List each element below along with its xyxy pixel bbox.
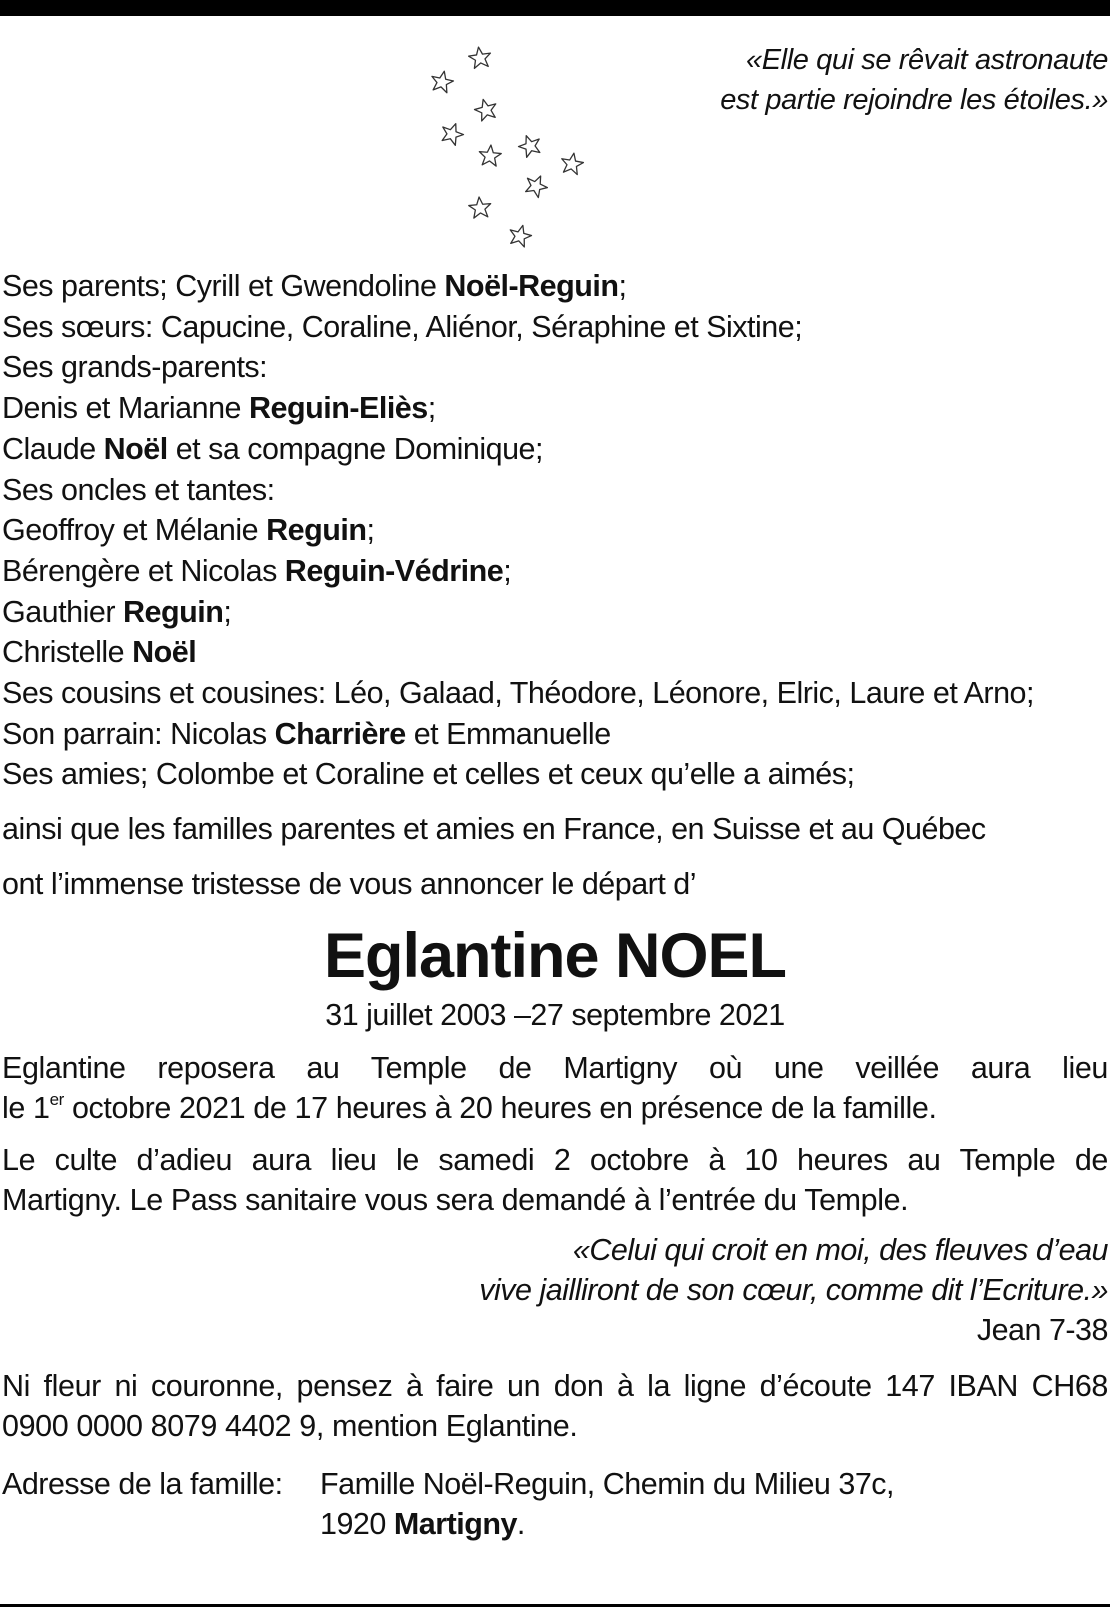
family-uncle-3: Gauthier Reguin; (2, 594, 232, 629)
family-parents: Ses parents; Cyrill et Gwendoline Noël-Reguin; (2, 269, 627, 303)
scripture-line: vive jailliront de son cœur, comme dit l’Ecriture.» (479, 1273, 1108, 1307)
address-label: Adresse de la famille: (2, 1467, 283, 1501)
family-grandparents-2: Claude Noël et sa compagne Dominique; (2, 431, 543, 466)
header-quote-line: «Elle qui se rêvait astronaute (746, 44, 1108, 76)
bottom-border (0, 1604, 1110, 1607)
announcement: ont l’immense tristesse de vous annoncer le départ d’ (2, 866, 697, 901)
family-sisters: Ses sœurs: Capucine, Coraline, Aliénor, Séraphine et Sixtine; (2, 309, 803, 344)
family-address (2, 1464, 1108, 1544)
donation-line: 0900 0000 8079 4402 9, mention Eglantine. (2, 1409, 578, 1443)
header-quote-line: est partie rejoindre les étoiles.» (720, 84, 1108, 116)
deceased-dates: 31 juillet 2003 –27 septembre 2021 (325, 998, 785, 1032)
vigil-line: le 1er octobre 2021 de 17 heures à 20 heures en présence de la famille. (2, 1090, 937, 1125)
family-uncle-2: Bérengère et Nicolas Reguin-Védrine; (2, 553, 512, 588)
ceremony-line: Le culte d’adieu aura lieu le samedi 2 octobre à 10 heures au Temple de (2, 1143, 1108, 1177)
family-uncle-4: Christelle Noël (2, 635, 197, 670)
family-friends: Ses amies; Colombe et Coraline et celles et ceux qu’elle a aimés; (2, 757, 855, 792)
address-row (2, 1464, 1108, 1504)
family-cousins: Ses cousins et cousines: Léo, Galaad, Théodore, Léonore, Elric, Laure et Arno; (2, 676, 1034, 711)
top-border (0, 0, 1110, 16)
scripture-quote (308, 1230, 1108, 1350)
family-list (2, 266, 1108, 905)
vigil-line: Eglantine reposera au Temple de Martigny où une veillée aura lieu (2, 1051, 1108, 1085)
scripture-reference: Jean 7-38 (976, 1313, 1108, 1347)
vigil-paragraph (2, 1048, 1108, 1128)
family-relatives: ainsi que les familles parentes et amies en France, en Suisse et au Québec (2, 812, 986, 847)
family-godfather: Son parrain: Nicolas Charrière et Emmanuelle (2, 716, 611, 751)
header-quote (548, 40, 1108, 120)
family-grandparents-1: Denis et Marianne Reguin-Eliès; (2, 391, 436, 426)
ceremony-line: Martigny. Le Pass sanitaire vous sera demandé à l’entrée du Temple. (2, 1183, 909, 1217)
donation-line: Ni fleur ni couronne, pensez à faire un don à la ligne d’écoute 147 IBAN CH68 (2, 1369, 1108, 1403)
address-line: Famille Noël-Reguin, Chemin du Milieu 37c, (320, 1467, 895, 1501)
deceased-name: Eglantine NOEL (323, 921, 787, 991)
address-row (2, 1504, 1108, 1544)
ceremony-paragraph (2, 1140, 1108, 1220)
family-grandparents-label: Ses grands-parents: (2, 350, 268, 385)
address-city: 1920 Martigny. (320, 1507, 525, 1541)
family-uncle-1: Geoffroy et Mélanie Reguin; (2, 513, 375, 548)
donation-paragraph (2, 1366, 1108, 1446)
family-uncles-label: Ses oncles et tantes: (2, 472, 275, 507)
scripture-line: «Celui qui croit en moi, des fleuves d’eau (572, 1233, 1108, 1267)
